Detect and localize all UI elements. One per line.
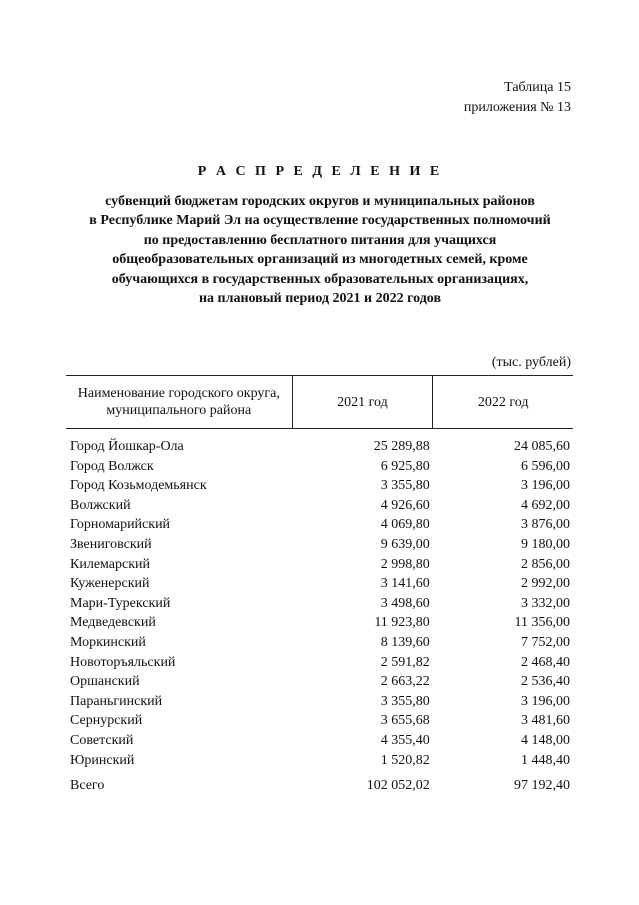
header-name-line1: Наименование городского округа, [77,386,280,401]
row-value-2022: 3 332,00 [521,595,570,611]
row-name: Новоторъяльский [70,654,176,670]
row-name: Параньгинский [70,693,163,709]
title-line: в Республике Марий Эл на осуществление государственных полномочий [89,213,551,228]
header-2021: 2021 год [292,376,433,429]
row-name: Город Козьмодемьянск [70,478,207,494]
row-name: Моркинский [70,634,146,650]
units-label: (тыс. рублей) [491,355,571,370]
title-main: Р А С П Р Е Д Е Л Е Н И Е [197,164,443,179]
row-name: Город Йошкар-Ола [70,439,184,454]
table-header-row [66,376,573,429]
total-row [66,770,573,796]
row-name: Горномарийский [70,517,171,533]
row-name: Мари-Турекский [70,595,171,611]
row-name: Советский [70,732,134,748]
distribution-table [66,375,573,796]
table-row [66,751,573,771]
row-value-2021: 6 925,80 [380,458,430,474]
table-row [66,653,573,673]
table-reference [464,78,571,118]
total-label: Всего [70,778,105,794]
table-row [66,457,573,477]
row-value-2022: 2 856,00 [521,556,570,572]
row-value-2021: 3 355,80 [380,693,430,709]
row-value-2021: 4 926,60 [380,497,430,513]
row-name: Город Волжск [70,458,154,474]
row-value-2022: 9 180,00 [521,536,570,552]
reference-table-number: Таблица 15 [504,80,571,95]
row-value-2022: 3 876,00 [521,517,570,533]
row-name: Куженерский [70,576,150,592]
row-value-2021: 4 069,80 [380,517,430,533]
row-value-2022: 4 148,00 [521,732,570,748]
table-row [66,692,573,712]
table-row [66,672,573,692]
row-value-2021: 2 663,22 [380,674,430,690]
row-value-2022: 6 596,00 [521,458,570,474]
total-2022: 97 192,40 [514,778,570,794]
row-name: Килемарский [70,556,151,572]
row-value-2021: 11 923,80 [374,615,430,631]
title-line: по предоставлению бесплатного питания для учащихся [143,232,497,248]
table-row [66,476,573,496]
table-row [66,731,573,751]
row-value-2022: 2 536,40 [521,674,570,690]
header-name-line2: муниципального района [106,403,252,418]
row-value-2022: 3 196,00 [521,478,570,494]
row-value-2022: 4 692,00 [521,497,570,513]
row-value-2021: 2 591,82 [380,654,430,670]
row-name: Сернурский [70,713,143,729]
total-2021: 102 052,02 [366,778,430,794]
header-name [66,376,292,429]
table-row [66,633,573,653]
row-name: Медведевский [70,615,156,631]
title-line: обучающихся в государственных образовательных организациях, [111,271,529,287]
row-value-2021: 4 355,40 [380,732,430,748]
row-name: Звениговский [70,536,152,552]
table-row [66,711,573,731]
row-name: Юринский [70,752,135,768]
table-row [66,496,573,516]
row-value-2022: 3 481,60 [521,713,570,729]
row-value-2021: 8 139,60 [380,634,430,650]
row-value-2021: 9 639,00 [380,536,430,552]
row-value-2022: 24 085,60 [514,439,570,454]
row-value-2021: 1 520,82 [380,752,430,768]
reference-appendix-number: приложения № 13 [463,100,571,115]
row-value-2021: 2 998,80 [380,556,430,572]
title-line: на плановый период 2021 и 2022 годов [198,291,442,306]
title-line: субвенций бюджетам городских округов и муниципальных районов [105,193,535,209]
row-value-2021: 25 289,88 [373,439,430,454]
row-value-2022: 11 356,00 [514,615,570,631]
table-body [66,429,573,796]
document-title [60,162,580,309]
title-line: общеобразовательных организаций из многодетных семей, кроме [112,252,528,267]
row-value-2022: 2 468,40 [521,654,570,670]
row-value-2022: 3 196,00 [521,693,570,709]
row-value-2021: 3 141,60 [380,576,430,592]
row-value-2021: 3 655,68 [380,713,430,729]
row-value-2021: 3 498,60 [380,595,430,611]
table-row [66,594,573,614]
table-row [66,515,573,535]
header-2022: 2022 год [433,376,573,429]
row-name: Оршанский [70,674,140,690]
table-row [66,613,573,633]
row-name: Волжский [70,497,131,513]
row-value-2022: 1 448,40 [521,752,570,768]
table-row [66,429,573,457]
table-row [66,535,573,555]
table-row [66,574,573,594]
row-value-2022: 7 752,00 [521,634,570,650]
row-value-2022: 2 992,00 [521,576,570,592]
table-row [66,555,573,575]
row-value-2021: 3 355,80 [380,478,430,494]
